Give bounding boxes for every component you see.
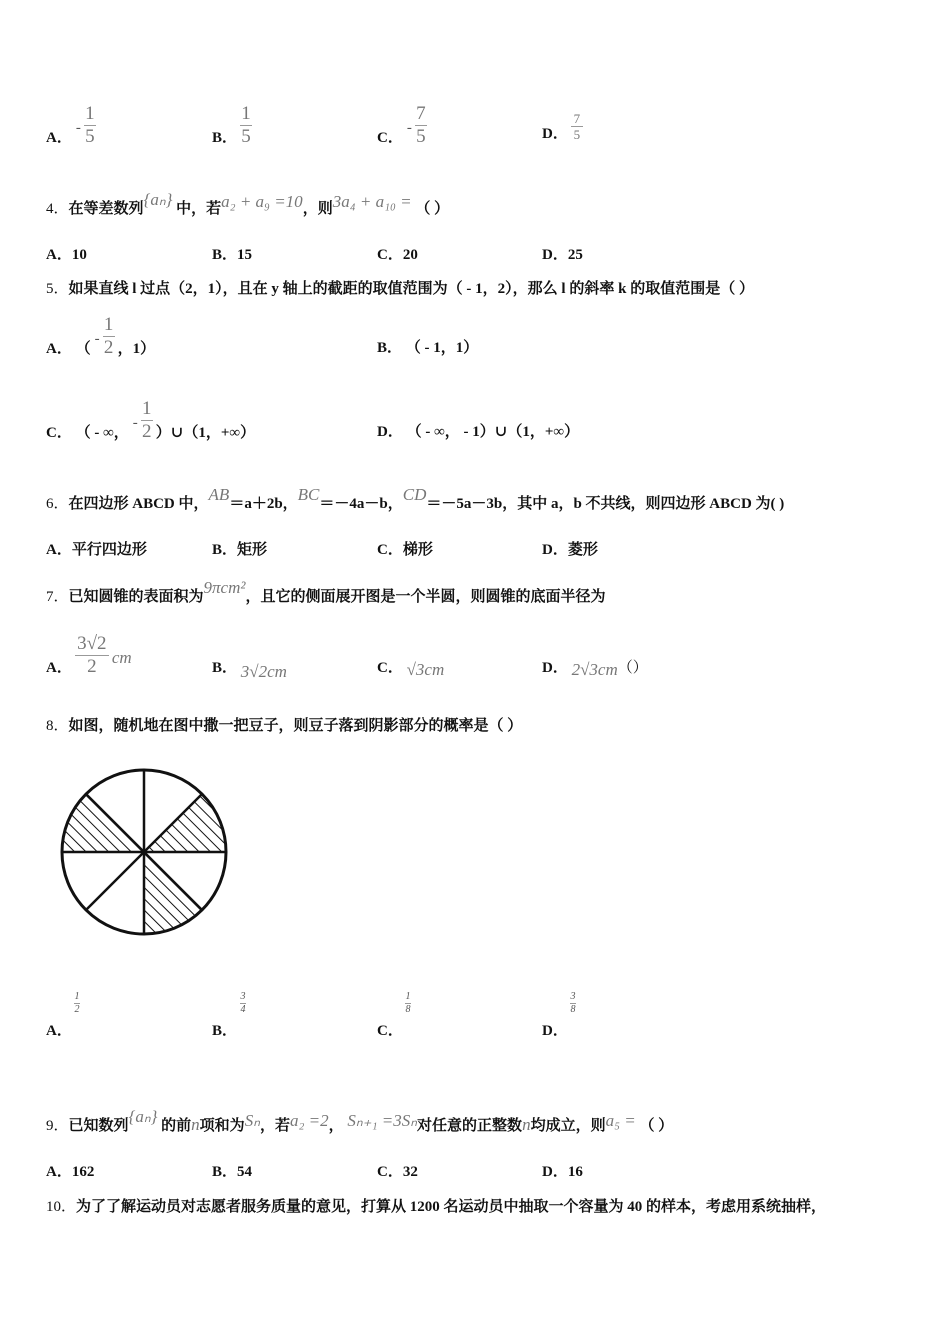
question-10 <box>46 1197 826 1217</box>
option-text: 20 <box>402 247 418 263</box>
option-label: A． <box>46 130 72 146</box>
denominator: 2 <box>142 421 152 442</box>
option-text: 162 <box>71 1164 95 1180</box>
text: ）∪（1，+∞） <box>155 425 256 441</box>
text: 项和为 <box>199 1118 245 1134</box>
option-math: 2√3cm <box>571 660 618 679</box>
denominator: 5 <box>85 126 95 147</box>
text: 已知数列 <box>68 1118 129 1134</box>
numerator: 7 <box>416 103 426 124</box>
numerator: 3√2 <box>77 633 107 654</box>
option-label: B． <box>212 660 238 676</box>
option-text: 梯形 <box>402 542 433 558</box>
text: ＝a＋2b， <box>229 496 298 512</box>
q4-option-a[interactable] <box>46 245 87 265</box>
q5-option-a[interactable] <box>46 315 155 359</box>
denominator: 4 <box>240 1004 246 1015</box>
q3-option-d[interactable] <box>542 112 586 144</box>
option-label: B． <box>212 130 238 146</box>
option-text: 16 <box>567 1164 583 1180</box>
question-number: 6． <box>46 496 69 512</box>
q9-option-a[interactable] <box>46 1162 94 1182</box>
option-text: 54 <box>237 1164 253 1180</box>
numerator: 1 <box>405 991 411 1002</box>
minus-sign: - <box>132 415 138 431</box>
q8-option-b[interactable] <box>212 1021 237 1041</box>
option-label: A． <box>46 341 72 357</box>
math-recurrence: Sₙ₊₁ =3Sₙ <box>347 1111 418 1130</box>
text: ，则 <box>302 201 333 217</box>
option-text: （ - 1，1） <box>405 340 479 356</box>
q4-option-b[interactable] <box>212 245 252 265</box>
option-label: C． <box>377 542 403 558</box>
text: ＝－4a－b， <box>319 496 403 512</box>
question-4 <box>46 190 450 219</box>
q7-option-a[interactable] <box>46 634 132 678</box>
denominator: 2 <box>74 1004 80 1015</box>
q6-option-d[interactable] <box>542 540 598 560</box>
math-condition: a₂ =2 <box>289 1111 329 1130</box>
circle-figure <box>55 765 235 945</box>
text: ， <box>328 1118 344 1134</box>
question-number: 8． <box>46 718 69 734</box>
numerator: 1 <box>103 314 114 335</box>
text: 中，若 <box>176 201 222 217</box>
text: 的前 <box>161 1118 192 1134</box>
option-label: A． <box>46 660 72 676</box>
option-math: √3cm <box>406 660 445 679</box>
option-label: A． <box>46 1164 72 1180</box>
fraction <box>240 992 246 1015</box>
denominator: 2 <box>103 337 114 358</box>
text: 已知圆锥的表面积为 <box>68 589 204 605</box>
option-label: C． <box>377 247 403 263</box>
q4-option-c[interactable] <box>377 245 418 265</box>
numerator: 3 <box>240 991 246 1002</box>
numerator: 1 <box>241 103 251 124</box>
fraction <box>74 992 80 1015</box>
q3-option-a[interactable] <box>46 104 99 148</box>
q6-option-c[interactable] <box>377 540 433 560</box>
math-sn: Sₙ <box>244 1111 260 1130</box>
text: （） <box>617 660 648 676</box>
text: （ ） <box>639 1118 674 1134</box>
option-label: B． <box>212 542 238 558</box>
text: 对任意的正整数 <box>417 1118 523 1134</box>
question-7 <box>46 578 606 607</box>
option-label: A． <box>46 542 72 558</box>
q8-option-a[interactable] <box>46 1021 72 1041</box>
math-n: n <box>522 1115 531 1134</box>
option-label: A． <box>46 1023 72 1039</box>
text: ，若 <box>259 1118 290 1134</box>
option-text: 10 <box>71 247 87 263</box>
text: （ - ∞， <box>75 425 129 441</box>
q9-option-c[interactable] <box>377 1162 418 1182</box>
q8-option-d[interactable] <box>542 1021 568 1041</box>
question-number: 4． <box>46 201 69 217</box>
option-label: B． <box>212 247 238 263</box>
math-sequence: {aₙ} <box>143 190 173 209</box>
vector-cd: CD <box>402 485 427 504</box>
option-math: 3√2cm <box>240 662 287 681</box>
option-label: C． <box>377 660 403 676</box>
question-number: 10． <box>46 1199 77 1215</box>
option-text: 菱形 <box>567 542 598 558</box>
fraction <box>141 399 153 442</box>
fraction <box>84 104 96 147</box>
math-n: n <box>191 1115 200 1134</box>
denominator: 8 <box>570 1004 576 1015</box>
vector-bc: BC <box>297 485 320 504</box>
option-label: D． <box>377 424 403 440</box>
math-condition: a₂ + a₉ =10 <box>221 192 303 211</box>
option-label: A． <box>46 247 72 263</box>
math-expression: 3a₄ + a₁₀ = <box>332 192 412 211</box>
option-label: C． <box>377 1023 403 1039</box>
fraction <box>571 112 583 141</box>
q5-option-c[interactable] <box>46 399 255 443</box>
text: （ ） <box>415 201 450 217</box>
option-label: D． <box>542 247 568 263</box>
text: 均成立，则 <box>530 1118 606 1134</box>
question-text: 如图，随机地在图中撒一把豆子，则豆子落到阴影部分的概率是（ ） <box>68 718 523 734</box>
option-label: D． <box>542 1164 568 1180</box>
option-label: C． <box>46 425 72 441</box>
option-label: D． <box>542 542 568 558</box>
numerator: 3 <box>570 991 576 1002</box>
option-label: C． <box>377 1164 403 1180</box>
math-sequence: {aₙ} <box>128 1107 158 1126</box>
denominator: 8 <box>405 1004 411 1015</box>
minus-sign: - <box>406 120 412 136</box>
text: 在等差数列 <box>68 201 144 217</box>
question-number: 9． <box>46 1118 69 1134</box>
option-text: （ - ∞， - 1）∪（1，+∞） <box>406 424 580 440</box>
text: ，1） <box>117 341 156 357</box>
fraction <box>75 634 109 677</box>
fraction <box>103 315 115 358</box>
q9-option-d[interactable] <box>542 1162 583 1182</box>
unit: cm <box>111 648 132 667</box>
q7-option-b[interactable] <box>212 657 287 681</box>
question-5 <box>46 279 754 299</box>
question-6 <box>46 485 785 514</box>
option-text: 25 <box>567 247 583 263</box>
denominator: 5 <box>416 126 426 147</box>
option-label: D． <box>542 1023 568 1039</box>
option-text: 平行四边形 <box>71 542 147 558</box>
question-text: 为了了解运动员对志愿者服务质量的意见，打算从 1200 名运动员中抽取一个容量为 40 的样本，考虑用系统抽样， <box>76 1199 827 1215</box>
minus-sign: - <box>94 331 100 347</box>
q9-option-b[interactable] <box>212 1162 252 1182</box>
math-a5: a₅ = <box>605 1111 636 1130</box>
q4-option-d[interactable] <box>542 245 583 265</box>
q5-option-d[interactable] <box>377 422 579 442</box>
q7-option-c[interactable] <box>377 657 444 678</box>
option-label: D． <box>542 660 568 676</box>
question-8 <box>46 716 522 736</box>
question-number: 5． <box>46 281 69 297</box>
question-text: 如果直线 l 过点（2，1），且在 y 轴上的截距的取值范围为（ - 1，2），那么 l 的斜率 k 的取值范围是（ ） <box>68 281 754 297</box>
text: ＝－5a－3b，其中 a，b 不共线，则四边形 ABCD 为( ) <box>426 496 785 512</box>
option-text: 15 <box>237 247 253 263</box>
fraction <box>240 104 252 147</box>
q7-option-d[interactable] <box>542 657 648 678</box>
fraction <box>415 104 427 147</box>
math-area: 9πcm² <box>203 578 246 597</box>
fraction <box>570 992 576 1015</box>
q6-option-b[interactable] <box>212 540 267 560</box>
numerator: 1 <box>85 103 95 124</box>
option-text: 32 <box>402 1164 418 1180</box>
option-label: B． <box>212 1023 238 1039</box>
denominator: 5 <box>241 126 251 147</box>
numerator: 1 <box>142 398 152 419</box>
center-point <box>141 849 147 855</box>
vector-ab: AB <box>208 485 230 504</box>
text: ，且它的侧面展开图是一个半圆，则圆锥的底面半径为 <box>245 589 606 605</box>
option-label: D． <box>542 126 568 142</box>
text: （ <box>75 341 91 357</box>
q8-option-c[interactable] <box>377 1021 403 1041</box>
option-label: B． <box>377 340 403 356</box>
fraction <box>405 992 411 1015</box>
denominator: 2 <box>87 656 97 677</box>
option-label: C． <box>377 130 403 146</box>
numerator: 7 <box>573 111 581 126</box>
q3-option-b[interactable] <box>212 104 255 148</box>
numerator: 1 <box>74 991 80 1002</box>
minus-sign: - <box>75 120 81 136</box>
q6-option-a[interactable] <box>46 540 147 560</box>
question-number: 7． <box>46 589 69 605</box>
text: 在四边形 ABCD 中， <box>68 496 209 512</box>
option-label: B． <box>212 1164 238 1180</box>
question-9 <box>46 1107 674 1136</box>
q3-option-c[interactable] <box>377 104 430 148</box>
option-text: 矩形 <box>237 542 268 558</box>
denominator: 5 <box>573 127 581 142</box>
q5-option-b[interactable] <box>377 338 478 358</box>
